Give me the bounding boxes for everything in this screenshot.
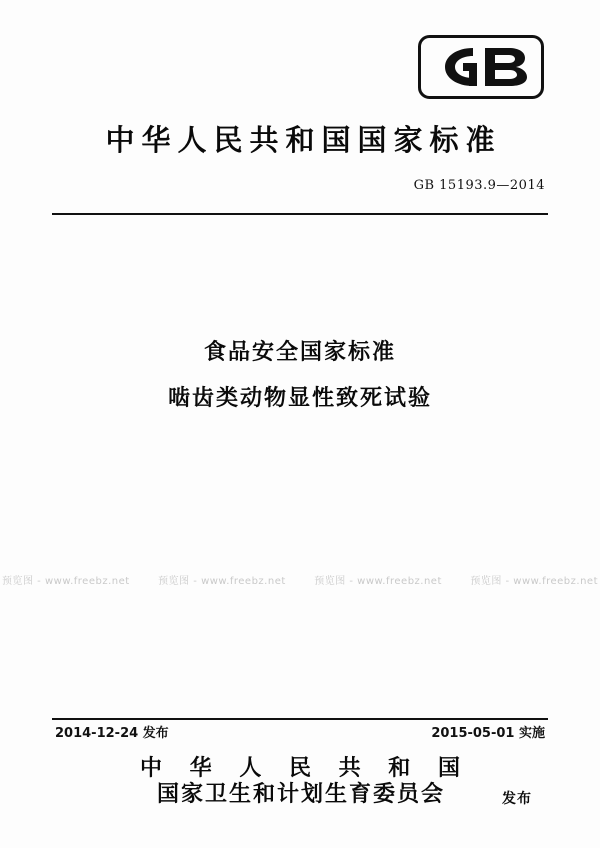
- document-title-line-2: 啮齿类动物显性致死试验: [167, 386, 432, 411]
- publish-label: 发布: [501, 791, 532, 807]
- watermark-segment: 预览图 - www.freebz.net: [470, 575, 598, 587]
- national-standard-heading: 中华人民共和国国家标准: [105, 123, 502, 157]
- issue-date: 2014-12-24 发布: [55, 726, 169, 741]
- issuer-line-2: 国家卫生和计划生育委员会: [156, 782, 445, 807]
- watermark-band: [0, 568, 600, 590]
- watermark-segment: 预览图 - www.freebz.net: [2, 575, 130, 587]
- document-title: [0, 330, 600, 422]
- issuing-authority: [0, 756, 600, 808]
- footer-divider: [52, 718, 548, 720]
- document-title-line-1: 食品安全国家标准: [203, 340, 396, 365]
- standard-number: GB 15193.9—2014: [413, 178, 545, 193]
- effective-date: 2015-05-01 实施: [431, 726, 545, 741]
- watermark-segment: 预览图 - www.freebz.net: [314, 575, 442, 587]
- issuer-line-1: 中 华 人 民 共 和 国: [140, 756, 470, 781]
- header-divider: [52, 213, 548, 215]
- date-row: [55, 722, 545, 741]
- watermark-segment: 预览图 - www.freebz.net: [158, 575, 286, 587]
- gb-emblem-icon: [417, 34, 545, 100]
